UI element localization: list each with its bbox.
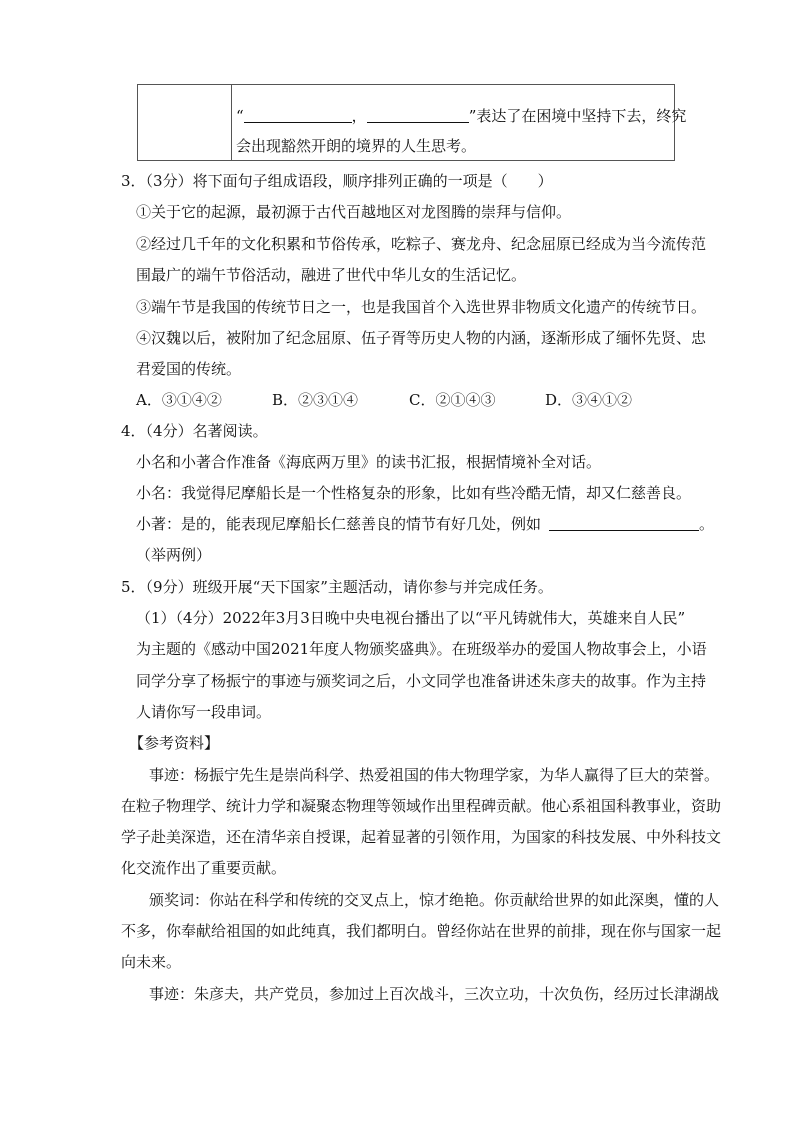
- q5-award-line-b: 不多，你奉献给祖国的如此纯真，我们都明白。曾经你站在世界的前排，现在你与国家一起: [121, 922, 722, 940]
- q3-sentence-4a: ④汉魏以后，被附加了纪念屈原、伍子胥等历史人物的内涵，逐渐形成了缅怀先贤、忠: [136, 329, 707, 347]
- table-open-quote: “: [236, 107, 244, 125]
- q3-option-c[interactable]: C．②①④③: [409, 391, 496, 409]
- q5-part1-line-b: 为主题的《感动中国2021年度人物颁奖盛典》。在班级举办的爱国人物故事会上，小语: [136, 640, 707, 658]
- q4-line-b-end: 。: [699, 515, 715, 533]
- q4-line-b-text: 小著：是的，能表现尼摩船长仁慈善良的情节有好几处，例如: [136, 515, 542, 533]
- q5-deed1-line-a: 事迹：杨振宁先生是崇尚科学、热爱祖国的伟大物理学家，为华人赢得了巨大的荣誉。: [149, 766, 720, 784]
- q3-sentence-4b: 君爱国的传统。: [136, 360, 242, 378]
- q4-intro: 小名和小著合作准备《海底两万里》的读书汇报，根据情境补全对话。: [136, 453, 602, 471]
- q5-reference-title: 【参考资料】: [129, 734, 220, 752]
- q4-stem: 4．（4分）名著阅读。: [121, 422, 268, 440]
- answer-blank-2[interactable]: [367, 108, 469, 123]
- q4-line-a: 小名：我觉得尼摩船长是一个性格复杂的形象，比如有些冷酷无情，却又仁慈善良。: [136, 484, 692, 502]
- table-comma: ，: [351, 107, 367, 125]
- q5-award-line-c: 向未来。: [121, 953, 182, 971]
- table-cell-line-1: [236, 105, 686, 126]
- q3-option-d[interactable]: D．③④①②: [545, 391, 633, 409]
- q5-part1-line-a: （1）（4分）2022年3月3日晚中央电视台播出了以“平凡铸就伟大，英雄来自人民”: [136, 609, 686, 627]
- q5-deed1-line-d: 化交流作出了重要贡献。: [121, 859, 287, 877]
- q3-option-a[interactable]: A．③①④②: [136, 391, 222, 409]
- q5-award-line-a: 颁奖词：你站在科学和传统的交叉点上，惊才绝艳。你贡献给世界的如此深奥，懂的人: [149, 891, 720, 909]
- q3-stem: 3．（3分）将下面句子组成语段，顺序排列正确的一项是（ ）: [121, 172, 553, 190]
- table-cell-line-2: 会出现豁然开朗的境界的人生思考。: [236, 137, 477, 155]
- q5-deed2-line-a: 事迹：朱彦夫，共产党员，参加过上百次战斗，三次立功，十次负伤，经历过长津湖战: [149, 985, 720, 1003]
- q5-stem: 5．（9分）班级开展“天下国家”主题活动，请你参与并完成任务。: [121, 578, 553, 596]
- q4-line-b: [136, 513, 714, 534]
- q4-note: （举两例）: [136, 546, 212, 564]
- q5-deed1-line-b: 在粒子物理学、统计力学和凝聚态物理等领域作出里程碑贡献。他心系祖国科教事业，资助: [121, 797, 722, 815]
- q3-option-b[interactable]: B．②③①④: [272, 391, 359, 409]
- table-column-divider: [231, 85, 232, 160]
- q3-sentence-1: ①关于它的起源，最初源于古代百越地区对龙图腾的崇拜与信仰。: [136, 203, 572, 221]
- q3-sentence-2b: 围最广的端午节俗活动，融进了世代中华儿女的生活记忆。: [136, 266, 527, 284]
- q3-sentence-3: ③端午节是我国的传统节日之一，也是我国首个入选世界非物质文化遗产的传统节日。: [136, 298, 707, 316]
- q5-part1-line-d: 人请你写一段串词。: [136, 703, 272, 721]
- q5-part1-line-c: 同学分享了杨振宁的事迹与颁奖词之后，小文同学也准备讲述朱彦夫的故事。作为主持: [136, 672, 707, 690]
- q5-deed1-line-c: 学子赴美深造，还在清华亲自授课，起着显著的引领作用，为国家的科技发展、中外科技文: [121, 828, 722, 846]
- q3-sentence-2a: ②经过几千年的文化积累和节俗传承，吃粽子、赛龙舟、纪念屈原已经成为当今流传范: [136, 235, 707, 253]
- table-line-1-rest: ”表达了在困境中坚持下去，终究: [468, 107, 687, 125]
- answer-blank-1[interactable]: [244, 108, 352, 123]
- q4-answer-blank[interactable]: [549, 516, 699, 531]
